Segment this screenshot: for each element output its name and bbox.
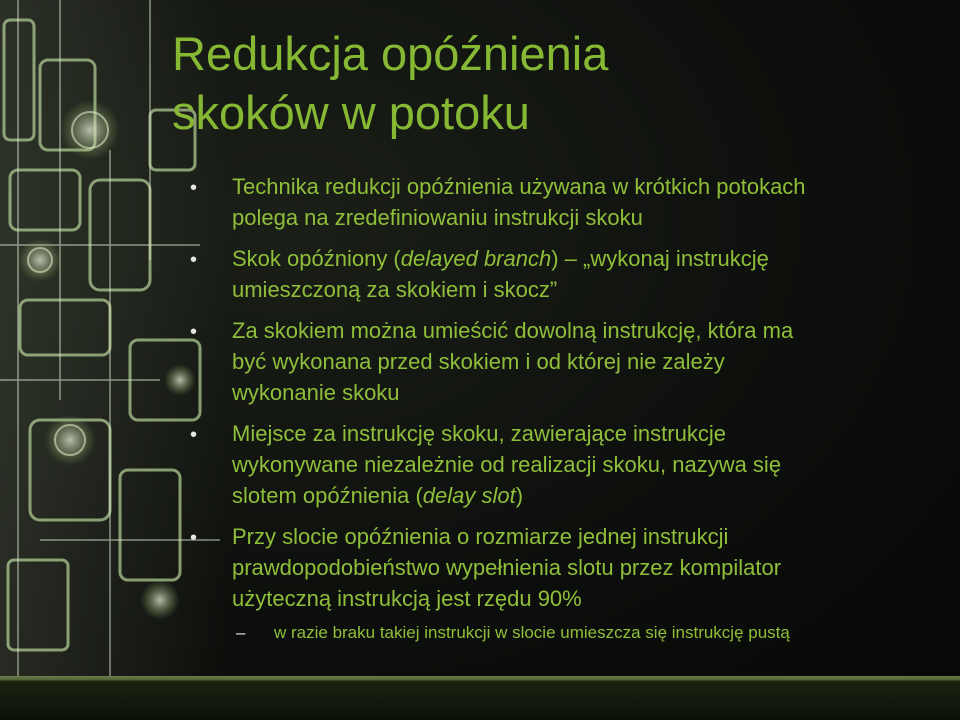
- bullet-marker: [190, 255, 200, 265]
- bullet-3-line-1: Za skokiem można umieścić dowolną instrukcję, która ma: [232, 318, 794, 343]
- bullet-5-line-1: Przy slocie opóźnienia o rozmiarze jednej instrukcji: [232, 524, 729, 549]
- bullet-4: [232, 418, 932, 511]
- bullet-4-text-pre: slotem opóźnienia (: [232, 483, 423, 508]
- bullet-2-text-post: ) – „wykonaj instrukcję: [551, 246, 769, 271]
- bullet-4-text-post: ): [515, 483, 524, 508]
- title-line-2: skoków w potoku: [172, 86, 530, 139]
- bullet-2-text-italic: delayed branch: [400, 246, 552, 271]
- title-line-1: Redukcja opóźnienia: [172, 27, 609, 80]
- bullet-2: [232, 243, 932, 305]
- bullet-4-line-1: Miejsce za instrukcję skoku, zawierające instrukcje: [232, 421, 726, 446]
- bullet-4-line-2: wykonywane niezależnie od realizacji skoku, nazywa się: [232, 452, 782, 477]
- bullet-marker: [190, 327, 200, 337]
- bullet-5: [232, 521, 932, 614]
- bullet-1-line-2: polega na zredefiniowaniu instrukcji skoku: [232, 205, 643, 230]
- bullet-1: [232, 171, 932, 233]
- bullet-3-line-3: wykonanie skoku: [232, 380, 400, 405]
- bullet-4-line-3: [232, 480, 932, 511]
- sub-bullet-text: w razie braku takiej instrukcji w slocie umieszcza się instrukcję pustą: [274, 623, 790, 642]
- bullet-marker: [190, 430, 200, 440]
- bullet-4-text-italic: delay slot: [422, 483, 516, 508]
- bullet-5-line-2: prawdopodobieństwo wypełnienia slotu przez kompilator: [232, 555, 782, 580]
- bullet-2-line-2: umieszczoną za skokiem i skocz”: [232, 277, 558, 302]
- bullet-3-line-2: być wykonana przed skokiem i od której nie zależy: [232, 349, 725, 374]
- bullet-5-line-3: użyteczną instrukcją jest rzędu 90%: [232, 586, 582, 611]
- bullet-2-text-pre: Skok opóźniony (: [232, 246, 401, 271]
- bullet-marker: [190, 533, 200, 543]
- bullet-2-line-1: [232, 243, 932, 274]
- sub-bullet-dash: –: [236, 623, 246, 642]
- bullet-marker: [190, 183, 200, 193]
- bullet-3: [232, 315, 932, 408]
- bullet-1-line-1: Technika redukcji opóźnienia używana w krótkich potokach: [232, 174, 806, 199]
